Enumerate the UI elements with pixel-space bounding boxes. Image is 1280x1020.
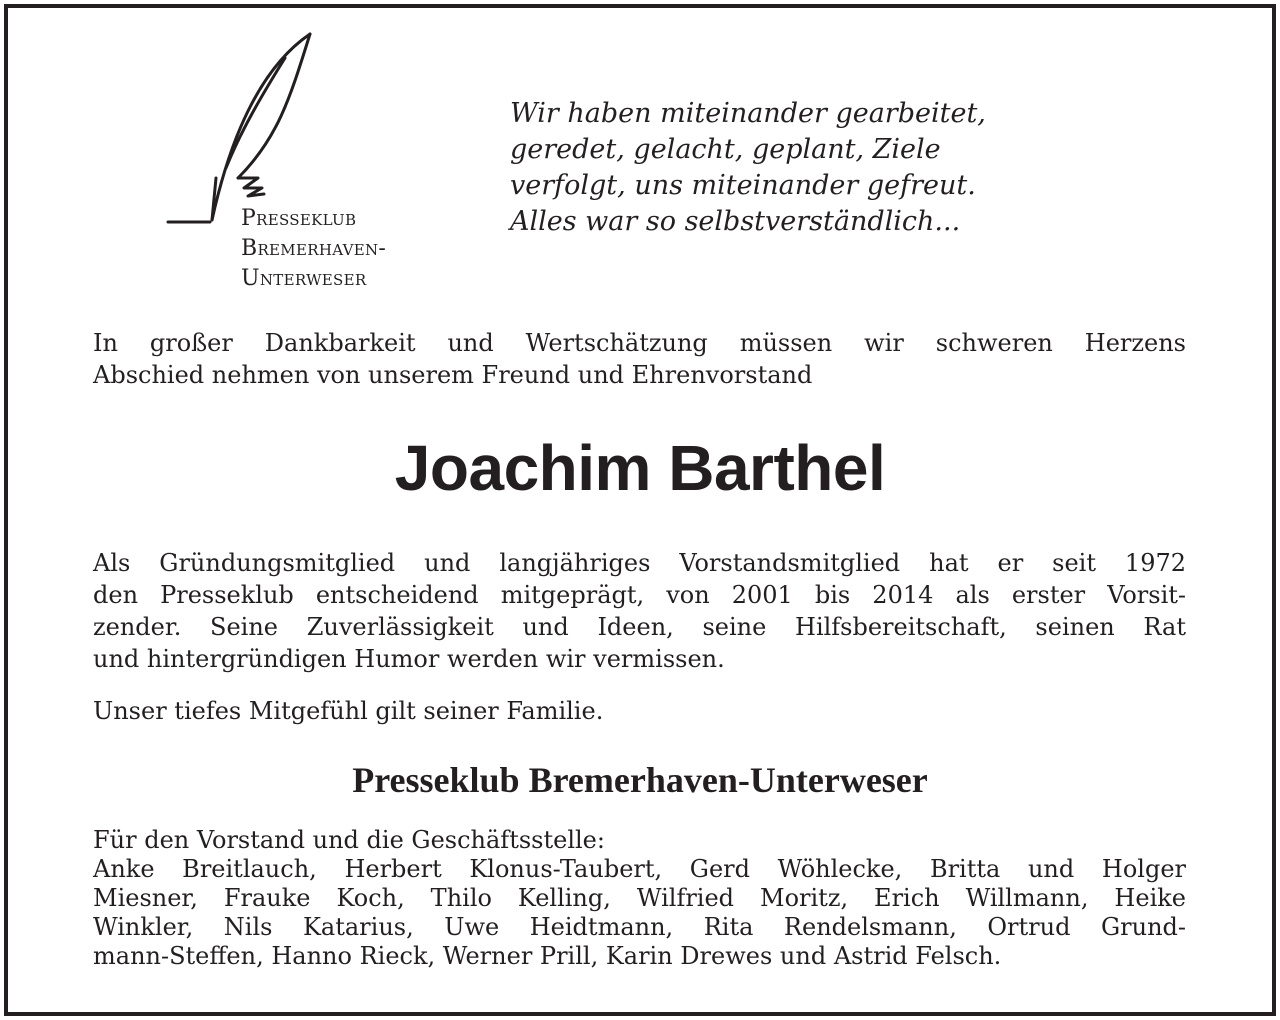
presseklub-logo [160,28,420,298]
bio-line: Als Gründungsmitglied und langjähriges Vorstandsmitglied hat er seit 1972 [93,549,1186,577]
sympathy-line: Unser tiefes Mitgefühl gilt seiner Familie. [93,697,604,725]
quote-line: Wir haben miteinander gearbeitet, [510,98,986,129]
member-list [93,855,1186,971]
quote-line: Alles war so selbstverständlich... [510,206,961,237]
member-line: Anke Breitlauch, Herbert Klonus-Taubert, Gerd Wöhlecke, Britta und Holger [93,855,1186,883]
biography-paragraph [93,547,1186,675]
member-line: Miesner, Frauke Koch, Thilo Kelling, Wilfried Moritz, Erich Willmann, Heike [93,884,1186,912]
quote-line: verfolgt, uns miteinander gefreut. [510,170,976,201]
member-line: mann-Steffen, Hanno Rieck, Werner Prill, Karin Drewes und Astrid Felsch. [93,942,1002,970]
quote-block [510,96,986,240]
logo-line: Unterweser [241,266,367,291]
logo-wordmark [241,204,386,294]
bio-line: den Presseklub entscheidend mitgeprägt, von 2001 bis 2014 als erster Vorsit- [93,581,1186,609]
board-label: Für den Vorstand und die Geschäftsstelle: [93,826,605,854]
intro-line: In großer Dankbarkeit und Wertschätzung müssen wir schweren Herzens [93,329,1186,357]
bio-line: zender. Seine Zuverlässigkeit und Ideen, seine Hilfsbereitschaft, seinen Rat [93,613,1186,641]
logo-line: Bremerhaven- [241,236,387,261]
quill-feather-icon [160,28,420,228]
quote-line: geredet, gelacht, geplant, Ziele [510,134,941,165]
bio-line: und hintergründigen Humor werden wir vermissen. [93,645,725,673]
member-line: Winkler, Nils Katarius, Uwe Heidtmann, Rita Rendelsmann, Ortrud Grund- [93,913,1186,941]
organization-name: Presseklub Bremerhaven-Unterweser [352,760,928,800]
logo-line: Presseklub [241,206,357,231]
intro-paragraph [93,327,1186,391]
intro-line: Abschied nehmen von unserem Freund und Ehrenvorstand [93,361,813,389]
deceased-name: Joachim Barthel [394,432,886,504]
